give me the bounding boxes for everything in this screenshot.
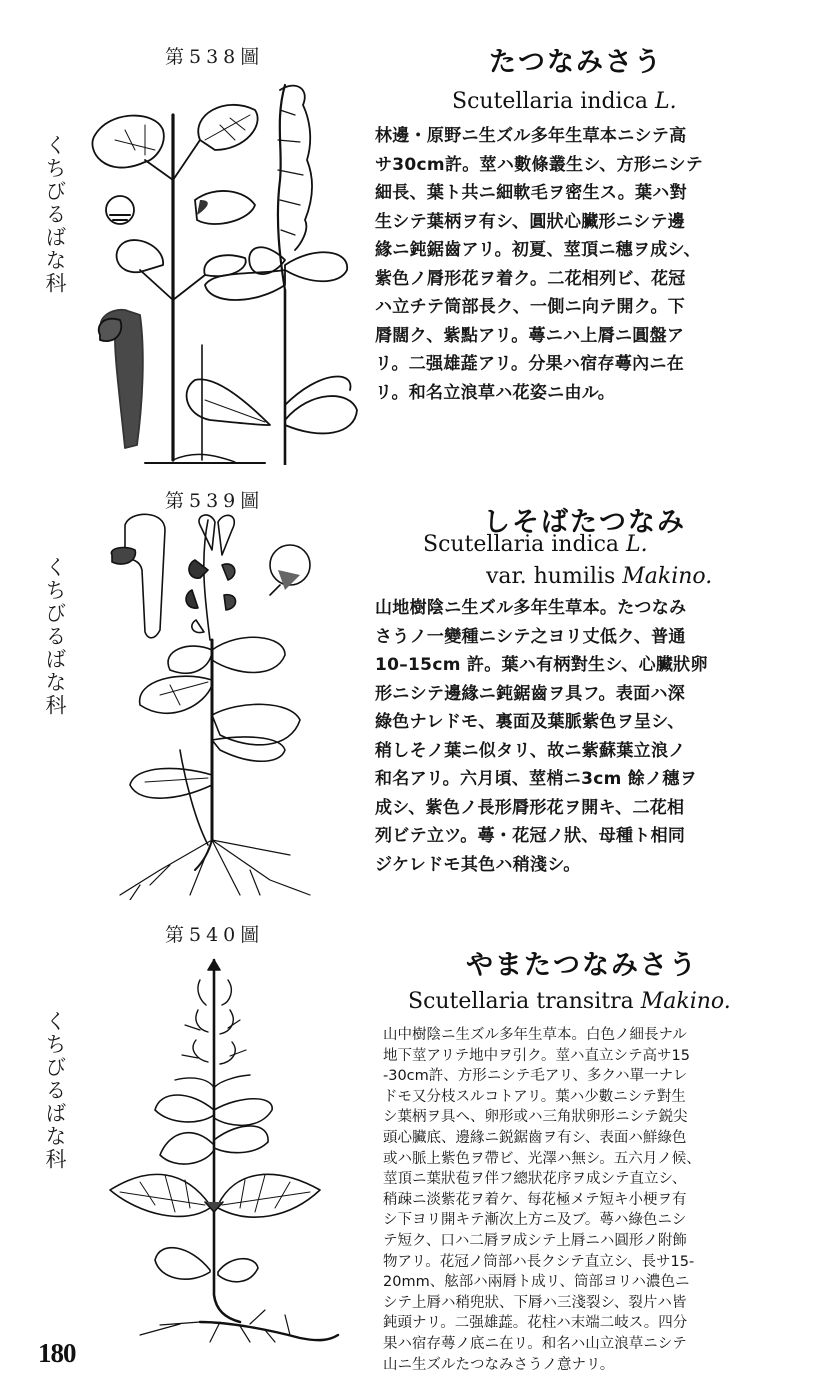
description-line: 稍しそノ葉ニ似タリ、故ニ紫蘇葉立浪ノ xyxy=(375,740,686,761)
description-line: 鈍頭ナリ。二强雄蕋。花柱ハ末端二岐ス。四分 xyxy=(383,1315,688,1332)
description-line: サ30cm許。莖ハ數條叢生シ、方形ニシテ xyxy=(375,154,704,175)
figure-label: 第539圖 xyxy=(165,490,265,512)
page-number: 180 xyxy=(38,1338,76,1368)
family-label: くちびるばな科 xyxy=(43,1010,67,1171)
description-line: 稍疎ニ淡紫花ヲ着ケ、每花極メテ短キ小梗ヲ有 xyxy=(383,1191,687,1208)
genus-species: Scutellaria transitra xyxy=(408,989,634,1014)
plant-illustration-shisobatatsunami xyxy=(100,510,330,900)
description-line: リ。和名立浪草ハ花姿ニ由ル。 xyxy=(375,382,615,403)
scientific-name-variety xyxy=(486,564,712,589)
description-line: 10–15cm 許。葉ハ有柄對生シ、心臟狀卵 xyxy=(375,655,708,675)
genus-species: Scutellaria indica xyxy=(452,89,649,114)
entry-538 xyxy=(0,0,840,470)
variety-author: Makino. xyxy=(622,564,713,589)
scientific-name xyxy=(423,532,648,557)
description-line: 山地樹陰ニ生ズル多年生草本。たつなみ xyxy=(375,598,687,618)
family-label: くちびるばな科 xyxy=(43,556,67,717)
description-line: 綠色ナレドモ、裏面及葉脈紫色ヲ呈シ、 xyxy=(375,712,685,732)
description-line: ジケレドモ其色ハ稍淺シ。 xyxy=(375,854,581,875)
description-line: シ下ヨリ開キテ漸次上方ニ及ブ。蕚ハ綠色ニシ xyxy=(383,1212,687,1229)
description-line: ドモ又分枝スルコトアリ。葉ハ少數ニシテ對生 xyxy=(383,1088,686,1105)
japanese-name: しそばたつなみ xyxy=(483,507,686,538)
description-line: 列ビテ立ツ。蕚・花冠ノ狀、母種ト相同 xyxy=(375,826,686,846)
author: L. xyxy=(626,532,648,557)
author: Makino. xyxy=(640,989,731,1014)
description-line: 緣ニ鈍鋸齒アリ。初夏、莖頂ニ穗ヲ成シ、 xyxy=(375,240,701,260)
description-line: シテ上脣ハ稍兜狀、下脣ハ三淺裂シ、裂片ハ皆 xyxy=(383,1294,687,1311)
description-line: 山中樹陰ニ生ズル多年生草本。白色ノ細長ナル xyxy=(383,1027,687,1043)
scientific-name xyxy=(408,989,731,1014)
variety: var. humilis xyxy=(486,564,616,589)
description-line: 頭心臟底、邊緣ニ鋭鋸齒ヲ有シ、表面ハ鮮綠色 xyxy=(383,1129,687,1146)
figure-label: 第538圖 xyxy=(165,46,265,68)
description-line: 20mm、舷部ハ兩脣ト成リ、筒部ヨリハ濃色ニ xyxy=(383,1274,690,1291)
plant-illustration-tatsunamisou xyxy=(85,70,370,465)
description xyxy=(375,122,703,407)
description-line: 山ニ生ズルたつなみさうノ意ナリ。 xyxy=(383,1356,615,1373)
description-line: 成シ、紫色ノ長形脣形花ヲ開キ、二花相 xyxy=(375,797,685,818)
description-line: 生シテ葉柄ヲ有シ、圓狀心臟形ニシテ邊 xyxy=(375,211,686,232)
description-line: -30cm許、方形ニシテ毛アリ、多クハ單一ナレ xyxy=(383,1068,688,1085)
description-line: 和名アリ。六月頃、莖梢ニ3cm 餘ノ穗ヲ xyxy=(375,769,698,789)
description-line: テ短ク、口ハ二脣ヲ成シテ上脣ニハ圓形ノ附飾 xyxy=(383,1232,687,1249)
description-line: 細長、葉ト共ニ細軟毛ヲ密生ス。葉ハ對 xyxy=(375,183,687,203)
description-line: 果ハ宿存蕚ノ底ニ在リ。和名ハ山立浪草ニシテ xyxy=(383,1335,687,1352)
description-line: ハ立チテ筒部長ク、一側ニ向テ開ク。下 xyxy=(375,297,686,317)
genus-species: Scutellaria indica xyxy=(423,532,620,557)
description xyxy=(375,594,708,879)
plant-illustration-yamatatsunamisou xyxy=(100,950,360,1345)
description-line: シ葉柄ヲ具ヘ、卵形或ハ三角狀卵形ニシテ鋭尖 xyxy=(383,1109,688,1126)
description-line: 林邊・原野ニ生ズル多年生草本ニシテ高 xyxy=(375,126,687,146)
author: L. xyxy=(655,89,677,114)
description-line: 形ニシテ邊緣ニ鈍鋸齒ヲ具フ。表面ハ深 xyxy=(375,683,686,704)
japanese-name: やまたつなみさう xyxy=(466,950,698,981)
description-line: 紫色ノ脣形花ヲ着ク。二花相列ビ、花冠 xyxy=(375,268,686,289)
description xyxy=(383,1025,701,1375)
description-line: 脣闊ク、紫點アリ。蕚ニハ上脣ニ圓盤ア xyxy=(375,325,685,346)
figure-label: 第540圖 xyxy=(165,924,265,946)
description-line: リ。二强雄蕋アリ。分果ハ宿存蕚內ニ在 xyxy=(375,354,685,374)
family-label: くちびるばな科 xyxy=(43,134,67,295)
description-line: 地下莖アリテ地中ヲ引ク。莖ハ直立シテ高サ15 xyxy=(383,1047,690,1064)
description-line: 物アリ。花冠ノ筒部ハ長クシテ直立シ、長サ15- xyxy=(383,1253,695,1270)
description-line: 或ハ脈上紫色ヲ帶ビ、光澤ハ無シ。五六月ノ候、 xyxy=(383,1150,701,1167)
entry-539 xyxy=(0,480,840,900)
japanese-name: たつなみさう xyxy=(489,47,663,78)
description-line: さうノ一變種ニシテ之ヨリ丈低ク、普通 xyxy=(375,626,686,647)
description-line: 莖頂ニ葉狀苞ヲ伴フ總狀花序ヲ成シテ直立シ、 xyxy=(383,1171,687,1188)
scientific-name xyxy=(452,89,677,114)
